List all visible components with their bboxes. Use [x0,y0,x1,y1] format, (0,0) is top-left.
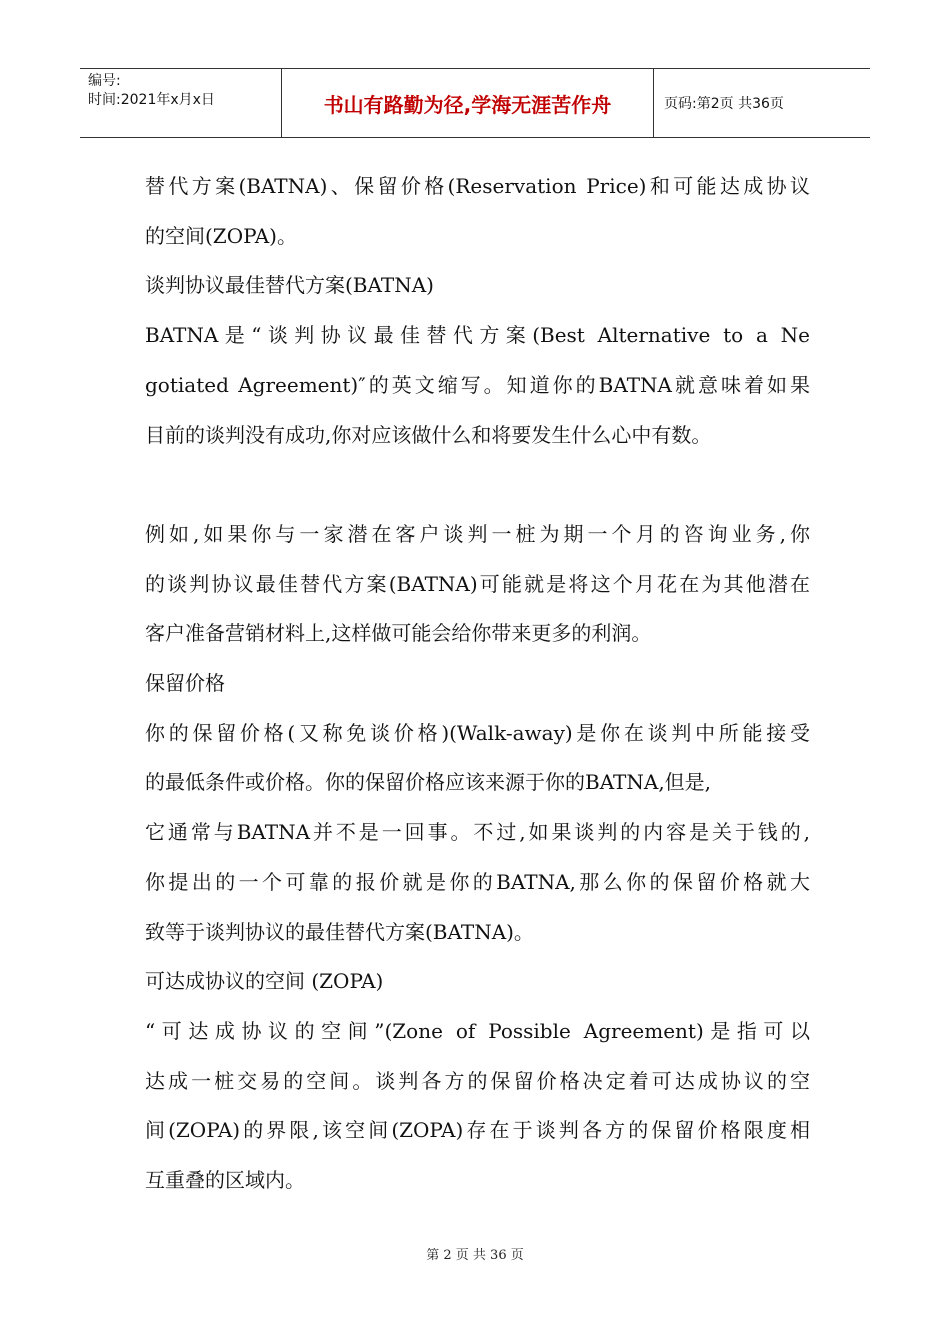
section-heading: 可达成协议的空间 (ZOPA) [145,969,384,994]
header-motto: 书山有路勤为径,学海无涯苦作舟 [282,69,654,137]
body-line: 例如,如果你与一家潜在客户谈判一桩为期一个月的咨询业务,你 [145,521,810,546]
page-header [80,68,870,138]
document-number-label: 编号: [88,73,121,89]
paragraph-gap [145,460,810,510]
body-line: 它通常与BATNA并不是一回事。不过,如果谈判的内容是关于钱的, [145,820,810,845]
body-line: “可达成协议的空间”(Zone of Possible Agreement)是指可以 [145,1018,810,1043]
page-footer: 第 2 页 共 36 页 [426,1248,524,1263]
section-heading: 保留价格 [145,671,225,696]
document-body [145,162,810,1206]
body-line: BATNA是“谈判协议最佳替代方案(Best Alternative to a Ne [145,323,810,348]
section-heading: 谈判协议最佳替代方案(BATNA) [145,273,434,298]
body-line: 的空间(ZOPA)。 [145,223,297,248]
body-line: 客户准备营销材料上,这样做可能会给你带来更多的利润。 [145,621,652,646]
body-line: 替代方案(BATNA)、保留价格(Reservation Price)和可能达成协议 [145,174,810,198]
document-date-label: 时间:2021年x月x日 [88,92,215,108]
body-line: 致等于谈判协议的最佳替代方案(BATNA)。 [145,919,534,944]
body-line: 的谈判协议最佳替代方案(BATNA)可能就是将这个月花在为其他潜在 [145,571,810,596]
body-line: 间(ZOPA)的界限,该空间(ZOPA)存在于谈判各方的保留价格限度相 [145,1118,810,1143]
body-line: 达成一桩交易的空间。谈判各方的保留价格决定着可达成协议的空 [145,1068,810,1093]
body-line: 的最低条件或价格。你的保留价格应该来源于你的BATNA,但是, [145,770,712,795]
body-line: 你提出的一个可靠的报价就是你的BATNA,那么你的保留价格就大 [145,869,810,894]
body-line: 你的保留价格(又称免谈价格)(Walk-away)是你在谈判中所能接受 [145,720,810,745]
header-meta [80,69,282,137]
body-line: 互重叠的区域内。 [145,1168,305,1193]
body-line: gotiated Agreement)″的英文缩写。知道你的BATNA就意味着如果 [145,372,810,397]
header-page-info: 页码:第2页 共36页 [664,96,784,112]
body-line: 目前的谈判没有成功,你对应该做什么和将要发生什么心中有数。 [145,422,712,447]
